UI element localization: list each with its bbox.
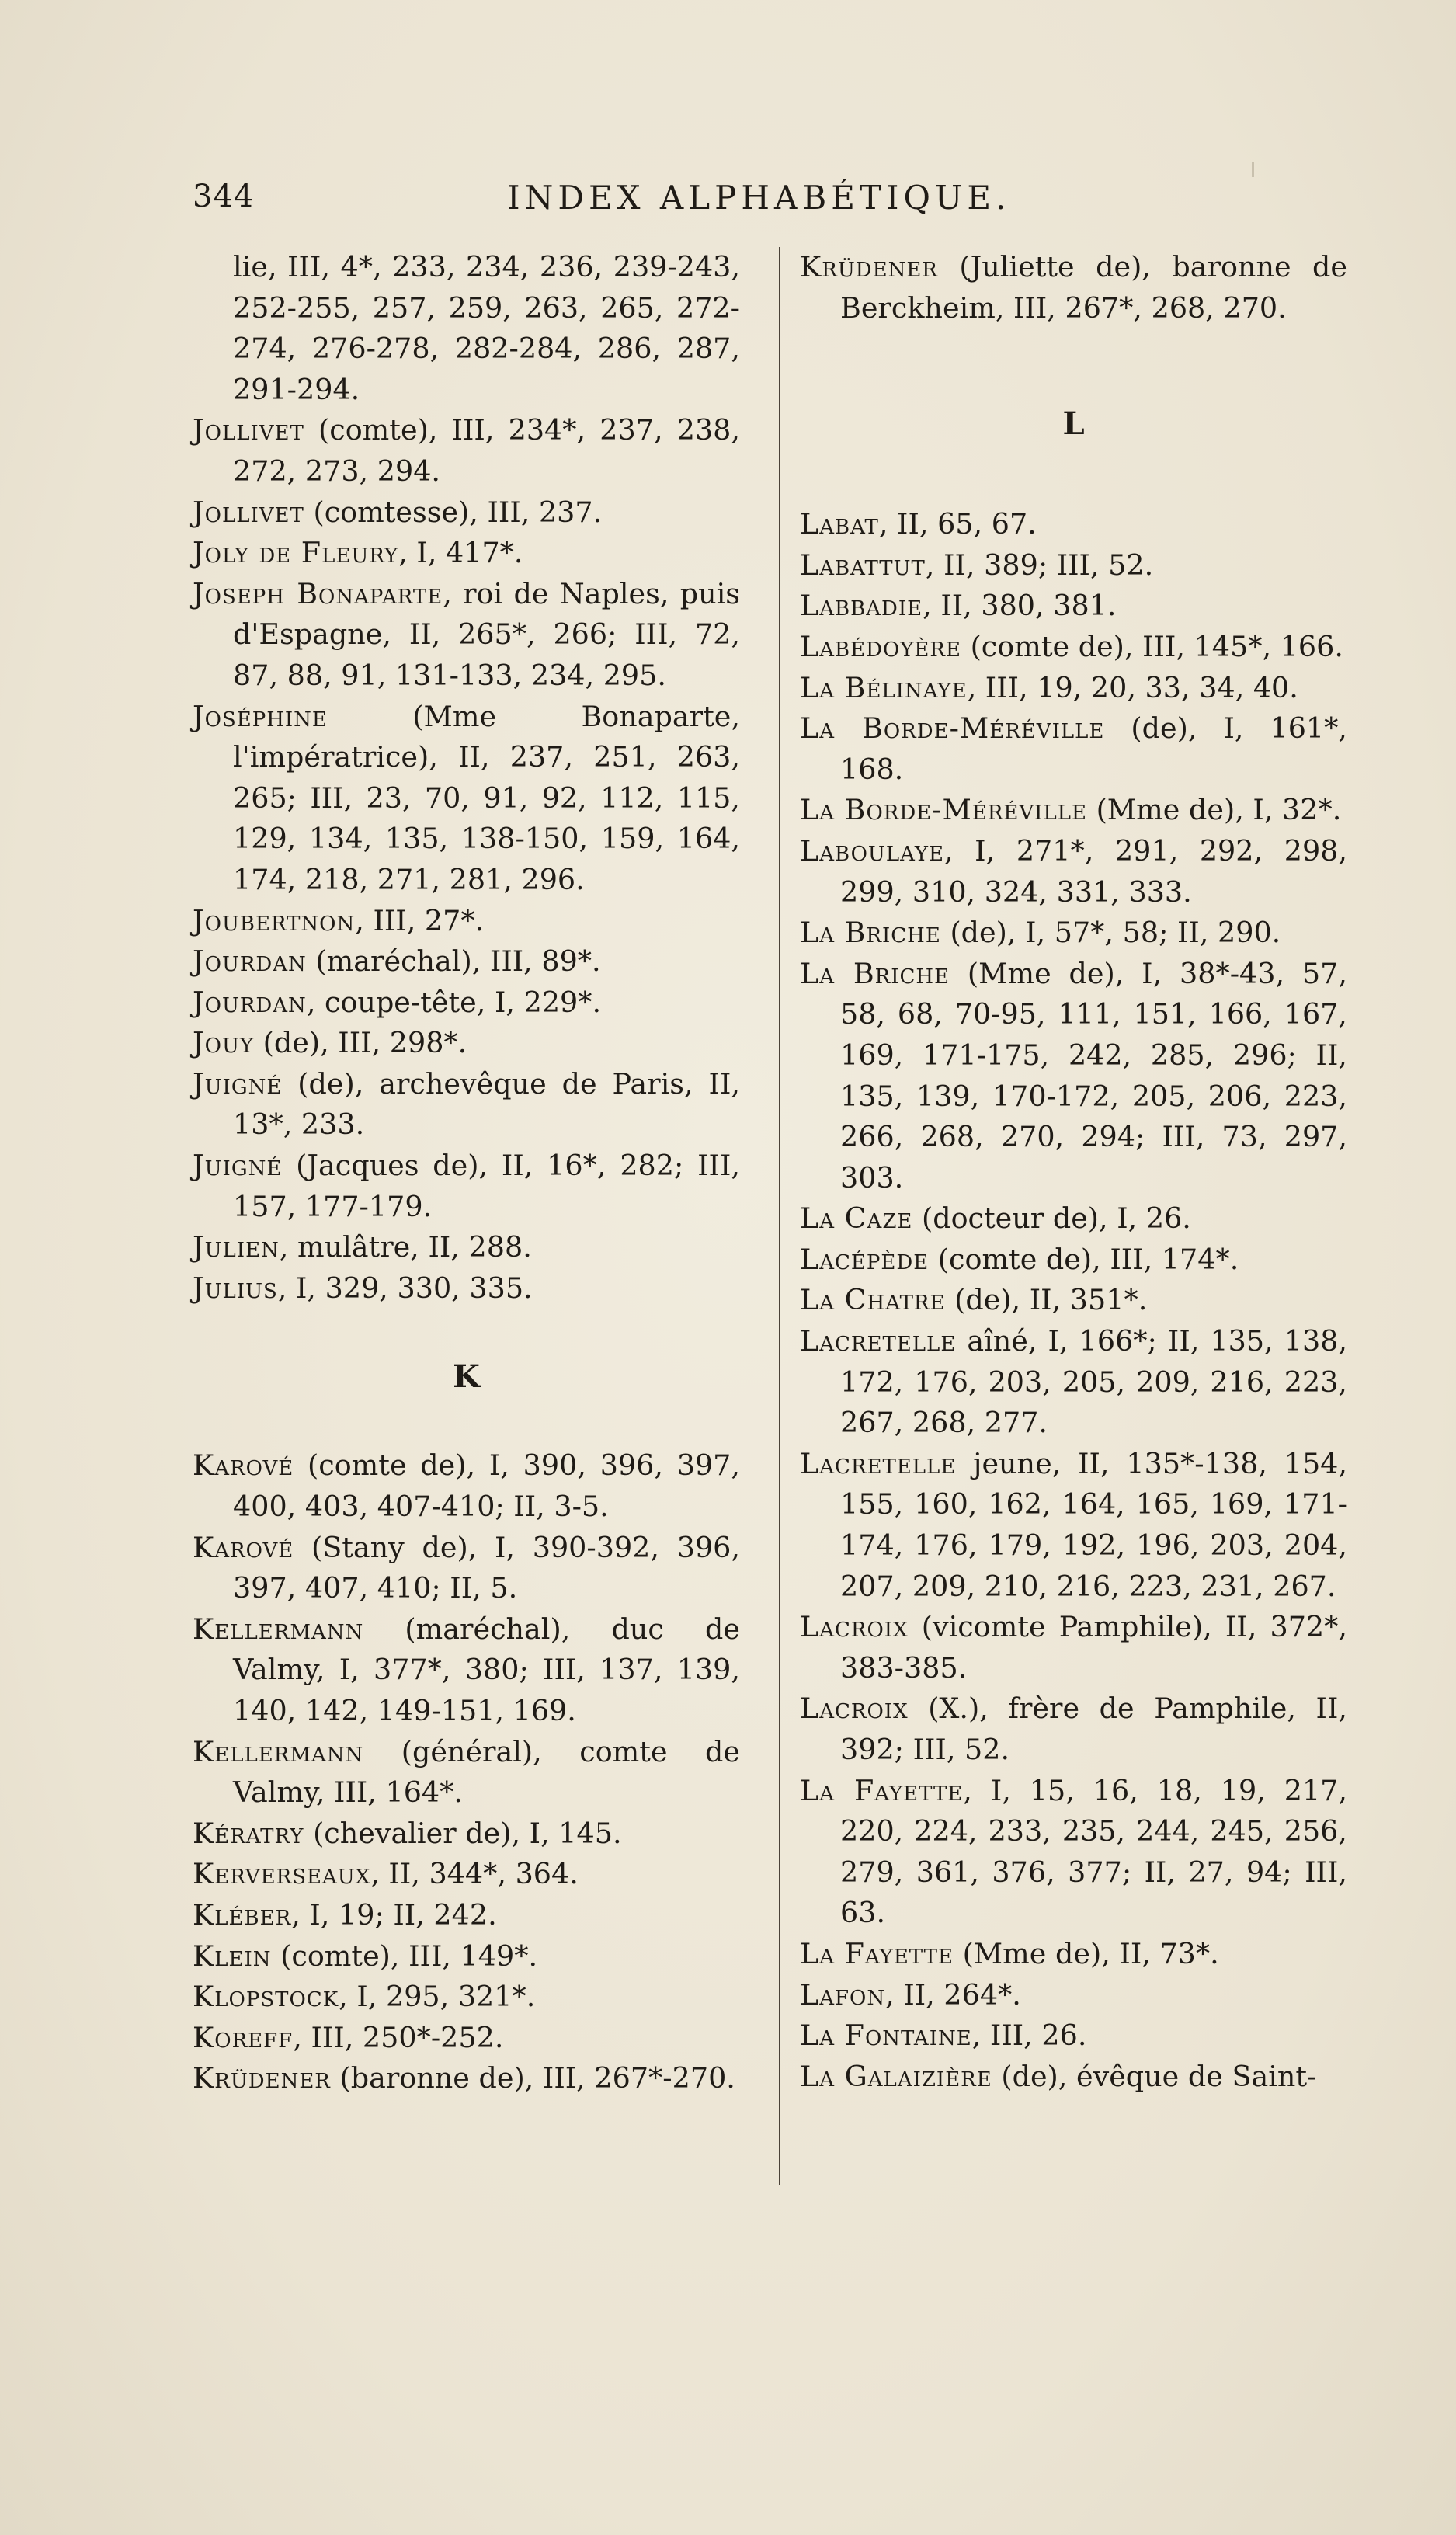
entry-headword: La Fontaine — [800, 2019, 972, 2053]
index-entry — [193, 1064, 740, 1146]
entry-references: (de), I, 57*, 58; II, 290. — [940, 916, 1281, 950]
entry-references: (Stany de), I, 390-392, 396, 397, 407, 410; II, 5. — [233, 1530, 740, 1605]
entry-references: (Jacques de), II, 16*, 282; III, 157, 177-179. — [233, 1149, 740, 1223]
entry-references: lie, III, 4*, 233, 234, 236, 239-243, 252-255, 257, 259, 263, 265, 272-274, 276-278, 282-284, 286, 287, 291-294. — [233, 250, 740, 406]
entry-references: (comte), III, 149*. — [271, 1939, 538, 1973]
index-entry — [193, 1528, 740, 1609]
left-column — [193, 247, 740, 2099]
entry-references: (de), évêque de Saint- — [992, 2059, 1317, 2093]
right-column — [800, 247, 1347, 2097]
entry-headword: La Bélinaye — [800, 670, 968, 704]
entry-references: , II, 65, 67. — [878, 507, 1037, 541]
index-entry — [193, 533, 740, 574]
running-title: INDEX ALPHABÉTIQUE. — [507, 179, 1011, 217]
entry-references: (vicomte Pamphile), II, 372*, 383-385. — [840, 1610, 1347, 1685]
entry-references: , coupe-tête, I, 229*. — [306, 985, 602, 1019]
entry-headword: Jouy — [193, 1026, 255, 1060]
entry-headword: Kellermann — [193, 1612, 364, 1646]
entry-references: , I, 19; II, 242. — [291, 1897, 497, 1932]
entry-headword: Laboulaye — [800, 833, 944, 868]
index-entry — [193, 1023, 740, 1064]
entry-headword: La Fayette — [800, 1773, 964, 1807]
entry-headword: Kératry — [193, 1816, 304, 1850]
entry-references: , I, 417*. — [398, 536, 523, 570]
index-entry — [193, 1732, 740, 1813]
index-entry — [800, 708, 1347, 790]
entry-headword: Lacépède — [800, 1242, 930, 1276]
index-entry — [193, 901, 740, 942]
page-header — [193, 179, 1350, 225]
index-entry — [800, 247, 1347, 329]
entry-references: (docteur de), I, 26. — [912, 1201, 1191, 1236]
entry-references: , III, 27*. — [355, 903, 485, 937]
index-entry — [193, 247, 740, 410]
entry-headword: Lacroix — [800, 1692, 909, 1726]
section-letter-l: L — [1062, 405, 1085, 443]
entry-references: jeune, II, 135*-138, 154, 155, 160, 162, 164, 165, 169, 171-174, 176, 179, 192, 196, 203, 204, 207, 209, 210, 216, 223, 231, 267. — [840, 1446, 1347, 1603]
entry-references: (Mme de), I, 38*-43, 57, 58, 68, 70-95, 111, 151, 166, 167, 169, 171-175, 242, 285, 296; II, 135, 139, 170-172, 205, 206, 223, 266, 268, 270, 294; III, 73, 297, 303. — [840, 956, 1347, 1194]
entries-l — [800, 504, 1347, 2097]
index-entry — [800, 1934, 1347, 1975]
entry-headword: Kellermann — [193, 1734, 364, 1768]
entry-headword: Lafon — [800, 1977, 886, 2012]
entry-references: , III, 26. — [971, 2019, 1087, 2053]
entry-references: , I, 271*, 291, 292, 298, 299, 310, 324, 331, 333. — [840, 833, 1347, 909]
entry-references: (comte de), III, 145*, 166. — [961, 629, 1343, 663]
index-entry — [800, 1688, 1347, 1770]
entry-references: , roi de Naples, puis d'Espagne, II, 265*, 266; III, 72, 87, 88, 91, 131-133, 234, 295. — [233, 576, 741, 692]
index-entry — [193, 1895, 740, 1936]
entries-j — [193, 247, 740, 1309]
index-entry — [193, 697, 740, 901]
entry-references: , II, 389; III, 52. — [925, 548, 1154, 582]
entry-references: (de), II, 351*. — [945, 1283, 1148, 1317]
index-entry — [800, 790, 1347, 831]
entry-headword: La Briche — [800, 956, 950, 990]
entry-headword: Joubertnon — [193, 903, 356, 937]
entry-headword: La Caze — [800, 1201, 913, 1236]
index-entry — [800, 627, 1347, 668]
entry-references: (comte), III, 234*, 237, 238, 272, 273, 294. — [233, 413, 740, 488]
entry-references: , II, 344*, 364. — [370, 1857, 579, 1891]
entry-headword: Labbadie — [800, 589, 923, 623]
index-entry — [193, 982, 740, 1024]
index-entry — [193, 1813, 740, 1855]
entry-references: (X.), frère de Pamphile, II, 392; III, 52. — [840, 1692, 1347, 1766]
entry-headword: Labédoyère — [800, 629, 961, 663]
entry-headword: La Briche — [800, 916, 941, 950]
entries-top — [800, 247, 1347, 329]
entry-headword: La Chatre — [800, 1283, 946, 1317]
entry-headword: Joséphine — [193, 699, 328, 733]
index-entry — [193, 492, 740, 534]
index-entry — [800, 586, 1347, 627]
entry-references: (Mme de), II, 73*. — [953, 1936, 1219, 1970]
index-entry — [800, 1198, 1347, 1240]
index-entry — [800, 954, 1347, 1199]
entry-headword: Jollivet — [193, 495, 304, 529]
entry-references: (maréchal), duc de Valmy, I, 377*, 380; III, 137, 139, 140, 142, 149-151, 169. — [233, 1612, 740, 1727]
index-entry — [193, 1936, 740, 1977]
index-entry — [193, 1445, 740, 1527]
entry-references: (de), I, 161*, 168. — [840, 711, 1347, 786]
index-entry — [193, 2058, 740, 2099]
entry-headword: Labat — [800, 507, 879, 541]
entry-headword: La Galaizière — [800, 2059, 992, 2093]
section-letter-k: K — [453, 1358, 480, 1396]
entry-references: (général), comte de Valmy, III, 164*. — [233, 1734, 740, 1810]
entry-references: , mulâtre, II, 288. — [279, 1230, 532, 1264]
index-entry — [800, 545, 1347, 586]
entry-references: (Juliette de), baronne de Berckheim, III, 267*, 268, 270. — [840, 250, 1347, 325]
entry-references: (Mme Bonaparte, l'impératrice), II, 237, 251, 263, 265; III, 23, 70, 91, 92, 112, 115, 129, 134, 135, 138-150, 159, 164, 174, 218, 271, 281, 296. — [233, 699, 740, 896]
entry-references: (maréchal), III, 89*. — [306, 944, 601, 979]
entry-references: , I, 329, 330, 335. — [277, 1271, 533, 1305]
entry-headword: Juigné — [193, 1149, 283, 1183]
index-entry — [800, 831, 1347, 913]
index-entry — [800, 668, 1347, 709]
entry-headword: Karové — [193, 1530, 294, 1564]
paper-blemish — [1252, 162, 1254, 177]
page-number: 344 — [193, 179, 255, 214]
index-entry — [800, 2015, 1347, 2057]
index-entry — [800, 1280, 1347, 1321]
entry-headword: Lacretelle — [800, 1446, 957, 1480]
index-entry — [193, 1977, 740, 2018]
entry-headword: La Borde-Méréville — [800, 793, 1087, 827]
index-entry — [193, 1609, 740, 1732]
entry-references: (baronne de), III, 267*-270. — [330, 2061, 735, 2095]
index-entry — [193, 2018, 740, 2059]
index-entry — [193, 1854, 740, 1895]
entry-headword: Kerverseaux — [193, 1857, 371, 1891]
entry-headword: Klein — [193, 1939, 272, 1973]
entry-headword: Karové — [193, 1448, 294, 1483]
column-divider — [779, 247, 780, 2185]
entry-references: , II, 380, 381. — [923, 589, 1117, 623]
entry-headword: Koreff — [193, 2020, 294, 2054]
entry-references: (de), archevêque de Paris, II, 13*, 233. — [233, 1066, 740, 1142]
index-entry — [193, 574, 740, 697]
index-entry — [800, 1240, 1347, 1281]
index-entry — [800, 2057, 1347, 2098]
entry-headword: Joly de Fleury — [193, 536, 399, 570]
index-entry — [193, 1146, 740, 1227]
entry-headword: Krüdener — [193, 2061, 331, 2095]
index-entry — [800, 1771, 1347, 1934]
index-entry — [193, 941, 740, 982]
entry-headword: Lacroix — [800, 1610, 909, 1644]
entry-headword: Kléber — [193, 1897, 292, 1932]
entry-headword: La Fayette — [800, 1936, 954, 1970]
entry-headword: Julius — [193, 1271, 278, 1305]
entry-headword: Joseph Bonaparte — [193, 576, 443, 610]
entry-headword: Jourdan — [193, 944, 307, 979]
index-entry — [800, 1607, 1347, 1688]
entry-headword: Jollivet — [193, 413, 304, 447]
index-entry — [800, 504, 1347, 545]
entry-references: , II, 264*. — [885, 1977, 1021, 2012]
entry-references: (comte de), I, 390, 396, 397, 400, 403, 407-410; II, 3-5. — [233, 1448, 740, 1524]
entry-references: (comtesse), III, 237. — [304, 495, 603, 529]
entries-k — [193, 1445, 740, 2099]
index-entry — [800, 1975, 1347, 2016]
entry-references: (comte de), III, 174*. — [929, 1242, 1239, 1276]
entry-headword: La Borde-Méréville — [800, 711, 1105, 746]
entry-references: , III, 250*-252. — [293, 2020, 504, 2054]
entry-headword: Juigné — [193, 1066, 283, 1101]
entry-headword: Labattut — [800, 548, 926, 582]
index-entry — [800, 1321, 1347, 1444]
index-entry — [193, 1227, 740, 1268]
entry-headword: Klopstock — [193, 1980, 339, 2014]
entry-headword: Krüdener — [800, 250, 938, 283]
entry-references: , III, 19, 20, 33, 34, 40. — [967, 670, 1298, 704]
index-entry — [800, 1444, 1347, 1607]
index-entry — [800, 913, 1347, 954]
entry-references: (chevalier de), I, 145. — [304, 1816, 622, 1850]
entry-headword: Julien — [193, 1230, 280, 1264]
index-entry — [193, 410, 740, 492]
entry-references: aîné, I, 166*; II, 135, 138, 172, 176, 203, 205, 209, 216, 223, 267, 268, 277. — [840, 1324, 1347, 1440]
entry-headword: Jourdan — [193, 985, 307, 1019]
entry-references: (Mme de), I, 32*. — [1086, 793, 1342, 827]
index-entry — [193, 1268, 740, 1309]
entry-references: , I, 295, 321*. — [339, 1980, 536, 2014]
entry-headword: Lacretelle — [800, 1324, 957, 1358]
entry-references: , I, 15, 16, 18, 19, 217, 220, 224, 233, 235, 244, 245, 256, 279, 361, 376, 377; II, 27, 94; III, 63. — [840, 1773, 1347, 1930]
entry-references: (de), III, 298*. — [254, 1026, 467, 1060]
